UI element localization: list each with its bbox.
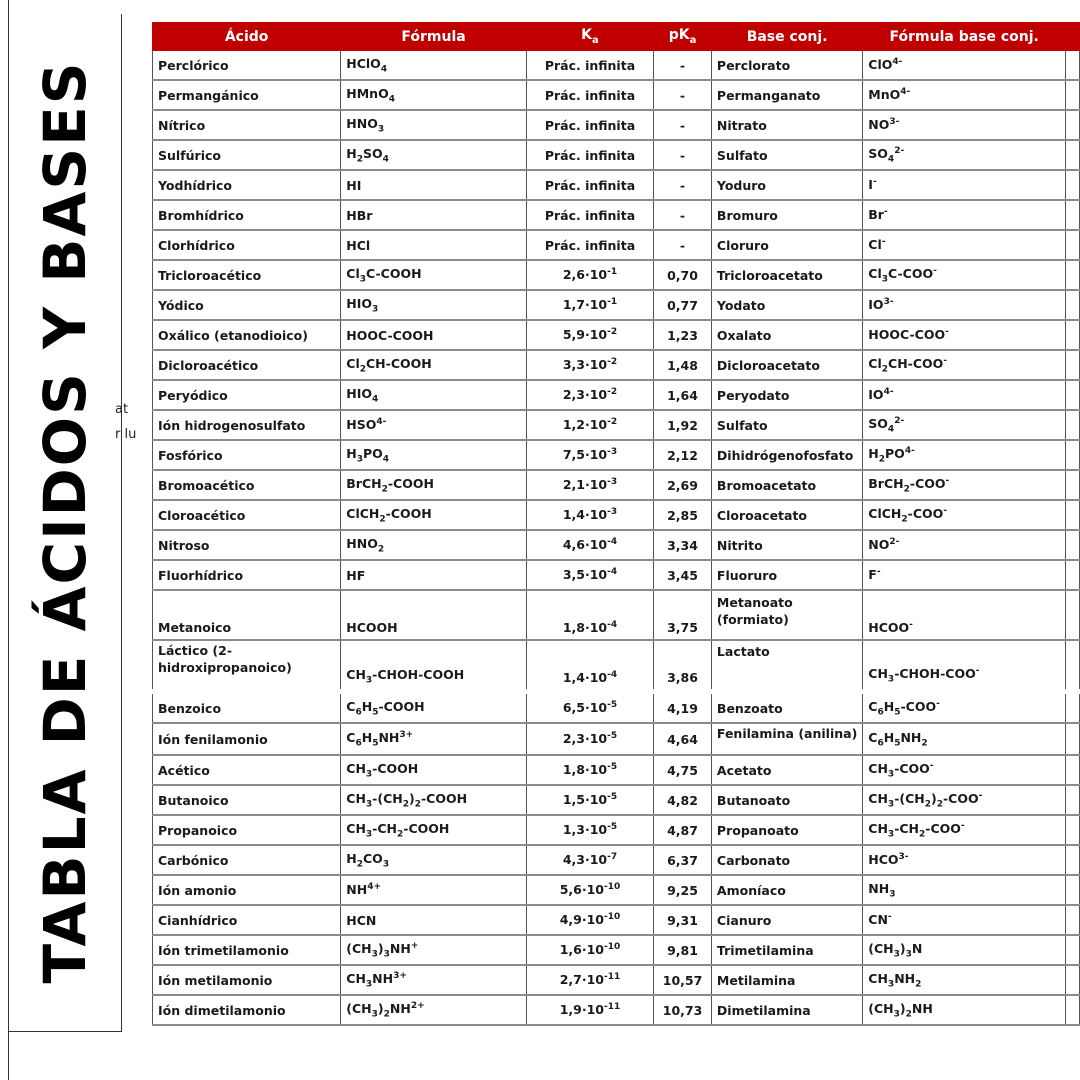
acid-cell: Cloroacético (153, 500, 341, 530)
formula-cell: HOOC-COOH (341, 320, 527, 350)
extra-cell (1066, 723, 1080, 755)
base-cell: Dimetilamina (711, 995, 862, 1025)
extra-cell (1066, 51, 1080, 81)
base-cell: Cloroacetato (711, 500, 862, 530)
formula-cell: $CH_3$-COOH (341, 755, 527, 785)
ka-cell: $2,1\cdot 10^{-3}$ (526, 470, 653, 500)
table-row (153, 560, 1080, 590)
table-body (153, 51, 1080, 1026)
base-formula-cell: $CH_3-(CH_2)_2-COO^-$ (863, 785, 1066, 815)
ka-cell: $3,3\cdot 10^{-2}$ (526, 350, 653, 380)
pka-cell: 2,69 (654, 470, 712, 500)
base-formula-cell: $H_2PO^{4-}$ (863, 440, 1066, 470)
base-cell: Amoníaco (711, 875, 862, 905)
table-row (153, 51, 1080, 81)
formula-cell: $Cl_2CH$-COOH (341, 350, 527, 380)
formula-cell: $HNO_3$ (341, 110, 527, 140)
table-row (153, 640, 1080, 692)
formula-cell: $HIO_4$ (341, 380, 527, 410)
base-formula-cell: $SO_4^{2-}$ (863, 140, 1066, 170)
base-cell: Yoduro (711, 170, 862, 200)
formula-cell: $H_2SO_4$ (341, 140, 527, 170)
header-formula: Fórmula (341, 23, 527, 51)
base-cell: Nitrito (711, 530, 862, 560)
formula-cell: $NH^{4+}$ (341, 875, 527, 905)
pka-cell: - (654, 230, 712, 260)
formula-cell: $CH_3-CHOH$-COOH (341, 640, 527, 692)
pka-cell: 6,37 (654, 845, 712, 875)
ka-cell: $4,3\cdot 10^{-7}$ (526, 845, 653, 875)
table-row (153, 170, 1080, 200)
table-row (153, 905, 1080, 935)
ka-cell: $1,9\cdot 10^{-11}$ (526, 995, 653, 1025)
pka-cell: 3,34 (654, 530, 712, 560)
acid-cell: Ión hidrogenosulfato (153, 410, 341, 440)
base-formula-cell: $C_6H_5-COO^-$ (863, 692, 1066, 724)
table-row (153, 692, 1080, 724)
base-formula-cell: $Cl_2CH-COO^-$ (863, 350, 1066, 380)
extra-cell (1066, 785, 1080, 815)
table-row (153, 590, 1080, 640)
extra-cell (1066, 80, 1080, 110)
pka-cell: - (654, 200, 712, 230)
extra-cell (1066, 875, 1080, 905)
acid-cell: Benzoico (153, 692, 341, 724)
extra-cell (1066, 560, 1080, 590)
formula-cell: BrCH$_2$-COOH (341, 470, 527, 500)
extra-cell (1066, 640, 1080, 692)
base-cell: Permanganato (711, 80, 862, 110)
pka-cell: 1,64 (654, 380, 712, 410)
extra-cell (1066, 230, 1080, 260)
table-row (153, 140, 1080, 170)
base-formula-cell: BrCH$_2$-COO- (863, 470, 1066, 500)
pka-cell: 4,75 (654, 755, 712, 785)
header-base: Base conj. (711, 23, 862, 51)
table-row (153, 755, 1080, 785)
pka-cell: 4,82 (654, 785, 712, 815)
base-formula-cell: $IO^{4-}$ (863, 380, 1066, 410)
pka-cell: 0,70 (654, 260, 712, 290)
text-fragment: at (115, 402, 129, 417)
table-row (153, 845, 1080, 875)
acid-cell: Perclórico (153, 51, 341, 81)
pka-cell: 3,45 (654, 560, 712, 590)
header-base-formula: Fórmula base conj. (863, 23, 1066, 51)
ka-cell: Prác. infinita (526, 80, 653, 110)
ka-cell: $4,9\cdot 10^{-10}$ (526, 905, 653, 935)
base-formula-cell: MnO$^{4-}$ (863, 80, 1066, 110)
formula-cell: HCl (341, 230, 527, 260)
table-row (153, 530, 1080, 560)
ka-cell: $1,3\cdot 10^{-5}$ (526, 815, 653, 845)
formula-cell: $C_6H_5$-COOH (341, 692, 527, 724)
pka-cell: 2,12 (654, 440, 712, 470)
acid-cell: Metanoico (153, 590, 341, 640)
extra-cell (1066, 755, 1080, 785)
ka-cell: $2,7\cdot 10^{-11}$ (526, 965, 653, 995)
pka-cell: 4,19 (654, 692, 712, 724)
table-row (153, 785, 1080, 815)
base-formula-cell: $SO_4^{2-}$ (863, 410, 1066, 440)
base-cell: Tricloroacetato (711, 260, 862, 290)
extra-cell (1066, 590, 1080, 640)
acid-cell: Ión trimetilamonio (153, 935, 341, 965)
acid-cell: Tricloroacético (153, 260, 341, 290)
extra-cell (1066, 845, 1080, 875)
extra-cell (1066, 440, 1080, 470)
base-cell: Dicloroacetato (711, 350, 862, 380)
table-row (153, 440, 1080, 470)
ka-cell: Prác. infinita (526, 200, 653, 230)
ka-cell: $1,5\cdot 10^{-5}$ (526, 785, 653, 815)
formula-cell: $Cl_3C$-COOH (341, 260, 527, 290)
acid-cell: Ión dimetilamonio (153, 995, 341, 1025)
base-cell: Bromuro (711, 200, 862, 230)
pka-cell: 9,25 (654, 875, 712, 905)
pka-cell: 1,92 (654, 410, 712, 440)
base-formula-cell: $NO^{3-}$ (863, 110, 1066, 140)
pka-cell: - (654, 170, 712, 200)
extra-cell (1066, 410, 1080, 440)
base-cell: Propanoato (711, 815, 862, 845)
formula-cell: HBr (341, 200, 527, 230)
base-cell: Oxalato (711, 320, 862, 350)
ka-cell: $1,8\cdot 10^{-5}$ (526, 755, 653, 785)
formula-cell: ClCH$_2$-COOH (341, 500, 527, 530)
base-formula-cell: $NO^{2-}$ (863, 530, 1066, 560)
formula-cell: $(CH_3)_2NH^{2+}$ (341, 995, 527, 1025)
acid-cell: Cianhídrico (153, 905, 341, 935)
acid-cell: Yodhídrico (153, 170, 341, 200)
ka-cell: Prác. infinita (526, 230, 653, 260)
pka-cell: - (654, 51, 712, 81)
acid-cell: Butanoico (153, 785, 341, 815)
pka-cell: - (654, 110, 712, 140)
extra-cell (1066, 965, 1080, 995)
table-row (153, 815, 1080, 845)
base-formula-cell: $CH_3NH_2$ (863, 965, 1066, 995)
acid-cell: Carbónico (153, 845, 341, 875)
pka-cell: 10,73 (654, 995, 712, 1025)
table-row (153, 470, 1080, 500)
ka-cell: $2,6\cdot 10^{-1}$ (526, 260, 653, 290)
base-cell: Fenilamina (anilina) (711, 723, 862, 755)
ka-cell: Prác. infinita (526, 140, 653, 170)
ka-cell: $1,8\cdot 10^{-4}$ (526, 590, 653, 640)
pka-cell: 9,31 (654, 905, 712, 935)
pka-cell: 4,87 (654, 815, 712, 845)
formula-cell: HClO$_4$ (341, 51, 527, 81)
table-row (153, 260, 1080, 290)
acid-cell: Ión metilamonio (153, 965, 341, 995)
ka-cell: $3,5\cdot 10^{-4}$ (526, 560, 653, 590)
base-cell: Sulfato (711, 410, 862, 440)
ka-cell: $2,3\cdot 10^{-5}$ (526, 723, 653, 755)
table-row (153, 875, 1080, 905)
base-cell: Bromoacetato (711, 470, 862, 500)
extra-cell (1066, 290, 1080, 320)
base-formula-cell: $NH_3$ (863, 875, 1066, 905)
formula-cell: $H_2CO_3$ (341, 845, 527, 875)
acid-cell: Bromoacético (153, 470, 341, 500)
base-formula-cell: Br- (863, 200, 1066, 230)
ka-cell: Prác. infinita (526, 170, 653, 200)
acid-cell: Ión fenilamonio (153, 723, 341, 755)
formula-cell: HI (341, 170, 527, 200)
table-row (153, 350, 1080, 380)
formula-cell: $(CH_3)_3NH^+$ (341, 935, 527, 965)
ka-cell: $1,4\cdot 10^{-3}$ (526, 500, 653, 530)
base-cell: Benzoato (711, 692, 862, 724)
pka-cell: - (654, 80, 712, 110)
formula-cell: $HNO_2$ (341, 530, 527, 560)
table-row (153, 500, 1080, 530)
base-formula-cell: $CH_3-CHOH-COO^-$ (863, 640, 1066, 692)
extra-cell (1066, 200, 1080, 230)
formula-cell: HCOOH (341, 590, 527, 640)
base-cell: Perclorato (711, 51, 862, 81)
formula-cell: $CH_3-(CH_2)_2$-COOH (341, 785, 527, 815)
acid-cell: Fosfórico (153, 440, 341, 470)
acid-cell: Dicloroacético (153, 350, 341, 380)
acid-cell: Peryódico (153, 380, 341, 410)
acid-cell: Fluorhídrico (153, 560, 341, 590)
pka-cell: 3,75 (654, 590, 712, 640)
base-cell: Metilamina (711, 965, 862, 995)
table-row (153, 410, 1080, 440)
extra-cell (1066, 170, 1080, 200)
formula-cell: $C_6H_5NH^{3+}$ (341, 723, 527, 755)
base-formula-cell: $(CH_3)_3N$ (863, 935, 1066, 965)
base-cell: Nitrato (711, 110, 862, 140)
formula-cell: HMnO$_4$ (341, 80, 527, 110)
header-row (153, 23, 1080, 51)
table-row (153, 290, 1080, 320)
ka-cell: Prác. infinita (526, 51, 653, 81)
table-row (153, 380, 1080, 410)
formula-cell: HCN (341, 905, 527, 935)
base-formula-cell: Cl- (863, 230, 1066, 260)
header-extra (1066, 23, 1080, 51)
ka-cell: $5,6\cdot 10^{-10}$ (526, 875, 653, 905)
header-pka: $pK_a$ (654, 23, 712, 51)
formula-cell: $CH_3-CH_2$-COOH (341, 815, 527, 845)
acid-cell: Ión amonio (153, 875, 341, 905)
extra-cell (1066, 110, 1080, 140)
page-title: TABLA DE ÁCIDOS Y BASES (31, 60, 99, 984)
base-cell: Cloruro (711, 230, 862, 260)
base-cell: Peryodato (711, 380, 862, 410)
extra-cell (1066, 350, 1080, 380)
extra-cell (1066, 692, 1080, 724)
pka-cell: 1,48 (654, 350, 712, 380)
extra-cell (1066, 905, 1080, 935)
pka-cell: 9,81 (654, 935, 712, 965)
base-cell: Yodato (711, 290, 862, 320)
acid-cell: Acético (153, 755, 341, 785)
base-formula-cell: $Cl_3C-COO^-$ (863, 260, 1066, 290)
formula-cell: $HIO_3$ (341, 290, 527, 320)
table-row (153, 965, 1080, 995)
base-formula-cell: ClCH$_2$-COO- (863, 500, 1066, 530)
base-formula-cell: $C_6H_5NH_2$ (863, 723, 1066, 755)
extra-cell (1066, 815, 1080, 845)
ka-cell: $4,6\cdot 10^{-4}$ (526, 530, 653, 560)
extra-cell (1066, 320, 1080, 350)
pka-cell: 0,77 (654, 290, 712, 320)
acid-cell: Yódico (153, 290, 341, 320)
base-formula-cell: HCOO- (863, 590, 1066, 640)
base-formula-cell: $CH_3-COO^-$ (863, 755, 1066, 785)
table-row (153, 230, 1080, 260)
table-row (153, 995, 1080, 1025)
ka-cell: $1,4\cdot 10^{-4}$ (526, 640, 653, 692)
base-cell: Acetato (711, 755, 862, 785)
base-cell: Trimetilamina (711, 935, 862, 965)
base-formula-cell: I- (863, 170, 1066, 200)
table-row (153, 200, 1080, 230)
ka-cell: Prác. infinita (526, 110, 653, 140)
base-cell: Butanoato (711, 785, 862, 815)
base-cell: Dihidrógenofosfato (711, 440, 862, 470)
pka-cell: 3,86 (654, 640, 712, 692)
ka-cell: $1,6\cdot 10^{-10}$ (526, 935, 653, 965)
ka-cell: $6,5\cdot 10^{-5}$ (526, 692, 653, 724)
formula-cell: $H_3PO_4$ (341, 440, 527, 470)
base-formula-cell: $HCO^{3-}$ (863, 845, 1066, 875)
formula-cell: HF (341, 560, 527, 590)
formula-cell: $CH_3NH^{3+}$ (341, 965, 527, 995)
table-row (153, 320, 1080, 350)
extra-cell (1066, 530, 1080, 560)
pka-cell: 2,85 (654, 500, 712, 530)
base-formula-cell: ClO$^{4-}$ (863, 51, 1066, 81)
pka-cell: 4,64 (654, 723, 712, 755)
pka-cell: - (654, 140, 712, 170)
ka-cell: $1,2\cdot 10^{-2}$ (526, 410, 653, 440)
base-formula-cell: $(CH_3)_2NH$ (863, 995, 1066, 1025)
extra-cell (1066, 500, 1080, 530)
acid-cell: Permangánico (153, 80, 341, 110)
formula-cell: $HSO^{4-}$ (341, 410, 527, 440)
header-acid: Ácido (153, 23, 341, 51)
base-formula-cell: HOOC-COO- (863, 320, 1066, 350)
acid-cell: Bromhídrico (153, 200, 341, 230)
extra-cell (1066, 260, 1080, 290)
ka-cell: $7,5\cdot 10^{-3}$ (526, 440, 653, 470)
base-cell: Metanoato (formiato) (711, 590, 862, 640)
base-cell: Sulfato (711, 140, 862, 170)
extra-cell (1066, 935, 1080, 965)
acid-cell: Sulfúrico (153, 140, 341, 170)
extra-cell (1066, 995, 1080, 1025)
text-fragment: r lu (115, 427, 137, 442)
ka-cell: $1,7\cdot 10^{-1}$ (526, 290, 653, 320)
ka-cell: $2,3\cdot 10^{-2}$ (526, 380, 653, 410)
base-formula-cell: CN- (863, 905, 1066, 935)
base-cell: Lactato (711, 640, 862, 692)
pka-cell: 1,23 (654, 320, 712, 350)
base-formula-cell: $CH_3-CH_2-COO^-$ (863, 815, 1066, 845)
table-row (153, 723, 1080, 755)
pka-cell: 10,57 (654, 965, 712, 995)
base-cell: Carbonato (711, 845, 862, 875)
acid-cell: Láctico (2-hidroxipropanoico) (153, 640, 341, 692)
base-formula-cell: $IO^{3-}$ (863, 290, 1066, 320)
table-row (153, 80, 1080, 110)
acid-cell: Nitroso (153, 530, 341, 560)
base-formula-cell: F- (863, 560, 1066, 590)
acid-base-table (152, 22, 1080, 1026)
ka-cell: $5,9\cdot 10^{-2}$ (526, 320, 653, 350)
base-cell: Cianuro (711, 905, 862, 935)
acid-cell: Nítrico (153, 110, 341, 140)
extra-cell (1066, 380, 1080, 410)
base-cell: Fluoruro (711, 560, 862, 590)
acid-cell: Clorhídrico (153, 230, 341, 260)
header-ka: $K_a$ (526, 23, 653, 51)
acid-cell: Oxálico (etanodioico) (153, 320, 341, 350)
table-row (153, 110, 1080, 140)
extra-cell (1066, 470, 1080, 500)
acid-cell: Propanoico (153, 815, 341, 845)
extra-cell (1066, 140, 1080, 170)
table-row (153, 935, 1080, 965)
